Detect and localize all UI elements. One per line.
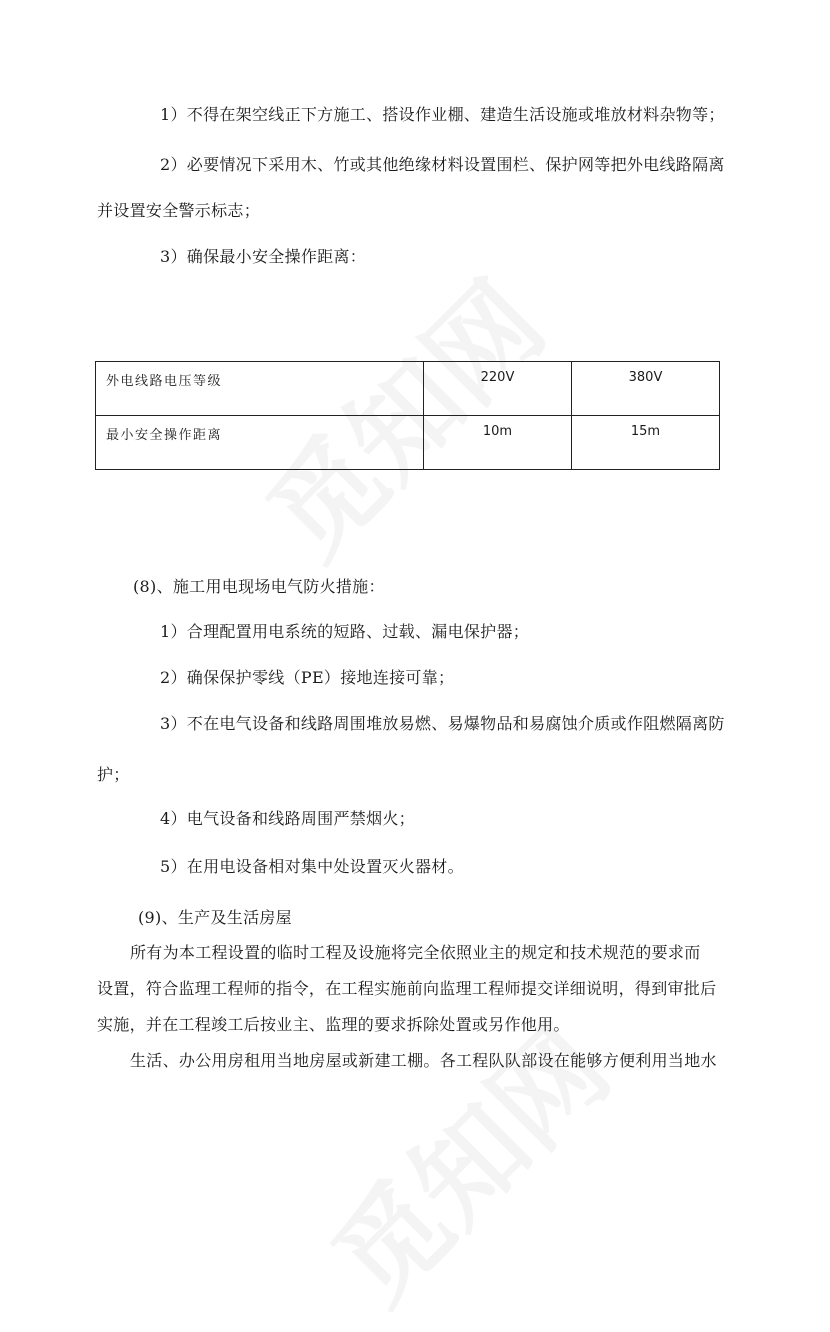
section-9-body: 所有为本工程设置的临时工程及设施将完全依照业主的规定和技术规范的要求而 (130, 943, 701, 962)
section-9-body: 实施，并在工程竣工后按业主、监理的要求拆除处置或另作他用。 (97, 1015, 570, 1034)
safety-distance-table (95, 361, 720, 470)
table-cell: 220V (424, 362, 572, 416)
table-cell: 15m (572, 416, 720, 470)
table-cell: 外电线路电压等级 (96, 362, 424, 416)
table-cell: 最小安全操作距离 (96, 416, 424, 470)
section-9-body: 设置，符合监理工程师的指令，在工程实施前向监理工程师提交详细说明，得到审批后 (97, 979, 717, 998)
section-9-body: 生活、办公用房租用当地房屋或新建工棚。各工程队队部设在能够方便利用当地水 (130, 1051, 717, 1070)
section-8-heading: (8)、施工用电现场电气防火措施： (133, 577, 385, 596)
paragraph-1: 1）不得在架空线正下方施工、搭设作业棚、建造生活设施或堆放材料杂物等； (160, 105, 725, 124)
list-item: 5）在用电设备相对集中处设置灭火器材。 (160, 857, 464, 876)
list-item: 3）不在电气设备和线路周围堆放易燃、易爆物品和易腐蚀介质或作阻燃隔离防 (160, 714, 725, 733)
list-item: 1）合理配置用电系统的短路、过载、漏电保护器； (160, 622, 530, 641)
paragraph-3: 3）确保最小安全操作距离： (160, 247, 367, 266)
list-item: 2）确保保护零线（PE）接地连接可靠； (160, 668, 455, 687)
table-row (96, 416, 720, 470)
table-cell: 10m (424, 416, 572, 470)
paragraph-2: 2）必要情况下采用木、竹或其他绝缘材料设置围栏、保护网等把外电线路隔离 (160, 155, 725, 174)
list-item-cont: 护； (97, 765, 130, 784)
table-cell: 380V (572, 362, 720, 416)
paragraph-2-cont: 并设置安全警示标志； (97, 201, 261, 220)
section-9-heading: (9)、生产及生活房屋 (138, 908, 292, 927)
table-row (96, 362, 720, 416)
list-item: 4）电气设备和线路周围严禁烟火； (160, 809, 415, 828)
watermark-bottom (292, 986, 637, 1331)
